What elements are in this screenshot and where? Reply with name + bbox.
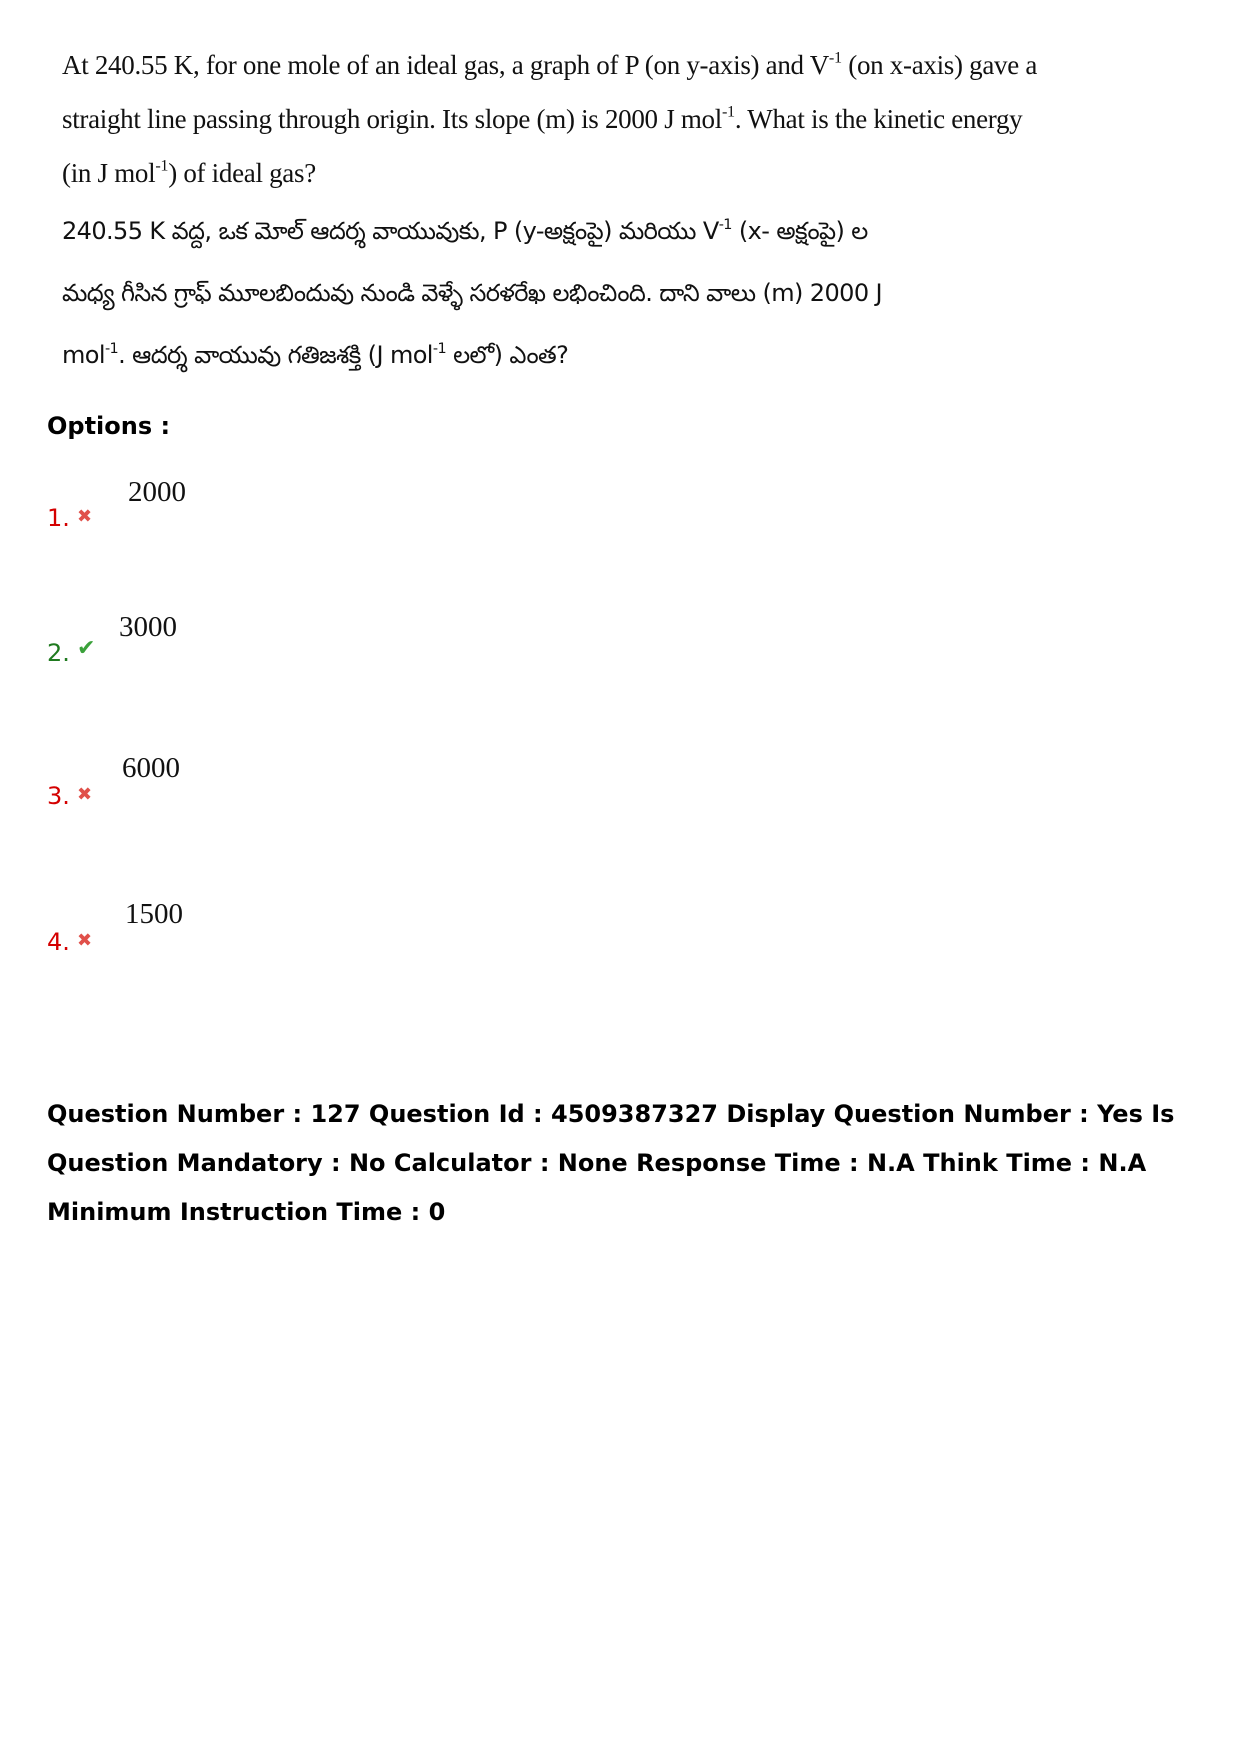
option-value: 6000: [122, 752, 180, 784]
question-telugu-line-1: 240.55 K వద్ద, ఒక మోల్ ఆదర్శ వాయువుకు, P (y-అక్షంపై) మరియు $V^{-1}$ (x- అక్షంపై) ల: [62, 216, 868, 245]
option-3[interactable]: [47, 752, 647, 812]
option-number: 3.: [47, 782, 70, 810]
question-telugu-line-3: mol$^{-1}$. ఆదర్శ వాయువు గతిజశక్తి (J mol$^{-1}$ లలో) ఎంత?: [62, 340, 569, 369]
option-value: 2000: [128, 476, 186, 508]
options-heading: Options :: [47, 412, 171, 440]
question-text-line-1: At 240.55 K, for one mole of an ideal gas, a graph of P (on y-axis) and $V^{-1}$ (on x-axis) gave a: [62, 48, 1038, 80]
option-number: 4.: [47, 928, 70, 956]
option-4[interactable]: [47, 898, 647, 958]
question-telugu-line-2: మధ్య గీసిన గ్రాఫ్ మూలబిందువు నుండి వెళ్ళే సరళరేఖ లభించింది. దాని వాలు (m) 2000 J: [62, 279, 882, 307]
cross-icon: ✖: [77, 784, 93, 805]
option-number: 2.: [47, 639, 70, 667]
question-metadata: Question Number : 127 Question Id : 4509387327 Display Question Number : Yes Is Question Mandatory : No Calculator : None Response Time : N.A Think Time : N.A Minimum Instruction Time : 0: [47, 1100, 1175, 1226]
option-value: 3000: [119, 611, 177, 643]
option-1[interactable]: [47, 474, 647, 534]
option-2[interactable]: [47, 609, 647, 669]
cross-icon: ✖: [77, 506, 93, 527]
option-number: 1.: [47, 504, 70, 532]
question-text-line-2: straight line passing through origin. Its slope (m) is 2000 J mol$^{-1}$. What is the kinetic energy: [62, 102, 1023, 134]
cross-icon: ✖: [77, 930, 93, 951]
question-image: [62, 38, 1038, 386]
question-text-line-3: (in J mol$^{-1}$) of ideal gas?: [62, 156, 316, 188]
checkmark-icon: ✔: [77, 636, 96, 661]
option-value: 1500: [125, 898, 183, 930]
